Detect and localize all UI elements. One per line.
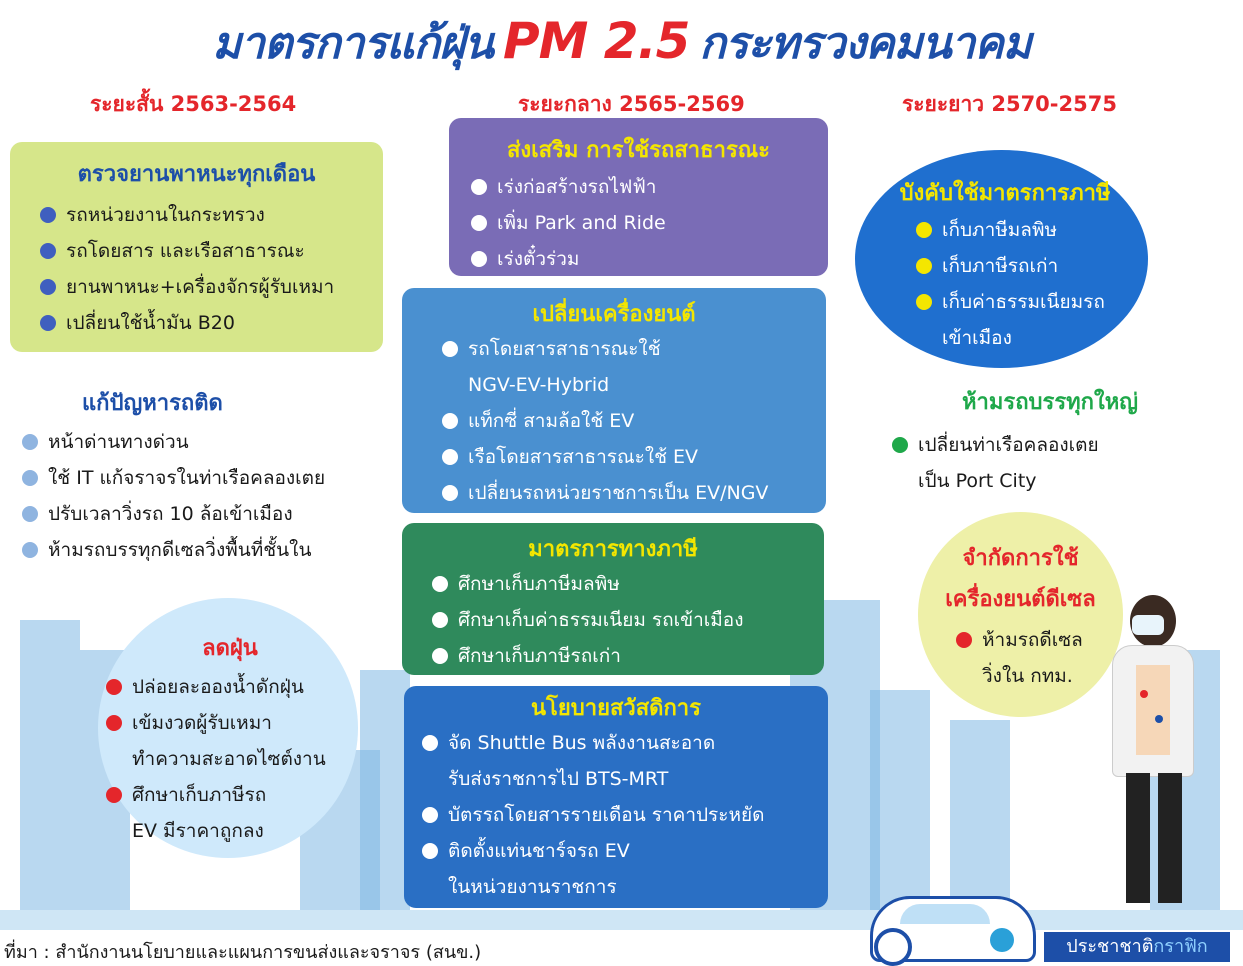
taxmeasure-title: มาตรการทางภาษี (528, 537, 698, 562)
dust-item-cont: EV มีราคาถูกลง (132, 820, 264, 842)
traffic-title: แก้ปัญหารถติด (82, 391, 223, 416)
welfare-item-cont: รับส่งราชการไป BTS-MRT (448, 768, 669, 790)
title-pm: PM 2.5 (502, 12, 690, 70)
list-item: หน้าด่านทางด่วน (20, 424, 380, 460)
dust-item-cont: ทำความสะอาดไซต์งาน (132, 748, 326, 770)
list-item (890, 427, 1190, 499)
list-item (954, 622, 1123, 694)
list-item: เพิ่ม Park and Ride (469, 205, 828, 241)
inspect-list (38, 197, 383, 341)
list-item: ห้ามรถบรรทุกดีเซลวิ่งพื้นที่ชั้นใน (20, 532, 380, 568)
title-part1: มาตรการแก้ฝุ่น (212, 18, 493, 69)
car-wheel-icon (874, 928, 912, 966)
dust-item-text: ปล่อยละอองน้ำดักฝุ่น (132, 676, 304, 698)
enforce-item-text: เก็บค่าธรรมเนียมรถ (942, 291, 1105, 313)
taxmeasure-box (402, 523, 824, 675)
term-short: ระยะสั้น 2563-2564 (90, 92, 297, 116)
enforce-section (880, 175, 1130, 356)
taxmeasure-list (430, 566, 824, 674)
diesel-list (954, 622, 1123, 694)
truckban-title: ห้ามรถบรรทุกใหญ่ (962, 390, 1138, 415)
list-item: แท็กซี่ สามล้อใช้ EV (440, 403, 826, 439)
engine-item-text: รถโดยสารสาธารณะใช้ (468, 338, 661, 360)
dust-item-text: เข้มงวดผู้รับเหมา (132, 712, 272, 734)
footer-source: ที่มา : สำนักงานนโยบายและแผนการขนส่งและจราจร (สนข.) (4, 942, 482, 963)
list-item: เปลี่ยนรถหน่วยราชการเป็น EV/NGV (440, 475, 826, 511)
traffic-list (20, 424, 380, 568)
truckban-section (890, 384, 1190, 499)
list-item: รถหน่วยงานในกระทรวง (38, 197, 383, 233)
title-part2: กระทรวงคมนาคม (699, 18, 1031, 69)
list-item: ปรับเวลาวิ่งรถ 10 ล้อเข้าเมือง (20, 496, 380, 532)
enforce-list (914, 212, 1130, 356)
welfare-item-cont: ในหน่วยงานราชการ (448, 876, 617, 898)
truckban-list (890, 427, 1190, 499)
term-long: ระยะยาว 2570-2575 (902, 92, 1117, 116)
inspect-title: ตรวจยานพาหนะทุกเดือน (77, 162, 316, 187)
car-illustration (860, 876, 1030, 966)
dust-list (104, 669, 360, 849)
transit-list (469, 169, 828, 277)
list-item: เก็บภาษีมลพิษ (914, 212, 1130, 248)
welfare-list (420, 725, 828, 905)
list-item: เปลี่ยนใช้น้ำมัน B20 (38, 305, 383, 341)
list-item: เร่งก่อสร้างรถไฟฟ้า (469, 169, 828, 205)
list-item: ศึกษาเก็บค่าธรรมเนียม รถเข้าเมือง (430, 602, 824, 638)
list-item (420, 725, 828, 797)
list-item (440, 331, 826, 403)
diesel-item-cont: วิ่งใน กทม. (982, 665, 1073, 687)
list-item: เร่งตั๋วร่วม (469, 241, 828, 277)
list-item (104, 669, 360, 705)
list-item: ใช้ IT แก้จราจรในท่าเรือคลองเตย (20, 460, 380, 496)
list-item (104, 777, 360, 849)
diesel-title-2: เครื่องยนต์ดีเซล (945, 587, 1096, 612)
woman-illustration (1100, 595, 1220, 915)
dust-title: ลดฝุ่น (202, 636, 258, 661)
transit-box (449, 118, 828, 276)
welfare-item-text: จัด Shuttle Bus พลังงานสะอาด (448, 732, 716, 754)
engine-box (402, 288, 826, 513)
list-item (420, 833, 828, 905)
brand-text-2: กราฟิก (1153, 936, 1208, 957)
term-mid: ระยะกลาง 2565-2569 (518, 92, 745, 116)
engine-item-cont: NGV-EV-Hybrid (468, 374, 610, 396)
welfare-box (404, 686, 828, 908)
brand-badge (1044, 932, 1230, 962)
list-item: ศึกษาเก็บภาษีมลพิษ (430, 566, 824, 602)
list-item: บัตรรถโดยสารรายเดือน ราคาประหยัด (420, 797, 828, 833)
page-title (0, 8, 1243, 78)
dust-section (100, 630, 360, 849)
list-item: รถโดยสาร และเรือสาธารณะ (38, 233, 383, 269)
truckban-item-text: เปลี่ยนท่าเรือคลองเตย (918, 434, 1099, 456)
list-item: เรือโดยสารสาธารณะใช้ EV (440, 439, 826, 475)
truckban-item-cont: เป็น Port City (918, 470, 1037, 492)
traffic-section (20, 385, 380, 568)
welfare-item-text: ติดตั้งแท่นชาร์จรถ EV (448, 840, 630, 862)
engine-title: เปลี่ยนเครื่องยนต์ (532, 302, 696, 327)
dust-item-text: ศึกษาเก็บภาษีรถ (132, 784, 267, 806)
list-item: เก็บภาษีรถเก่า (914, 248, 1130, 284)
engine-list (440, 331, 826, 511)
list-item: ศึกษาเก็บภาษีรถเก่า (430, 638, 824, 674)
diesel-title-1: จำกัดการใช้ (962, 546, 1079, 571)
diesel-section (918, 540, 1123, 694)
list-item (104, 705, 360, 777)
list-item: ยานพาหนะ+เครื่องจักรผู้รับเหมา (38, 269, 383, 305)
transit-title: ส่งเสริม การใช้รถสาธารณะ (506, 138, 770, 163)
inspect-box (10, 142, 383, 352)
enforce-title: บังคับใช้มาตรการภาษี (899, 181, 1111, 206)
enforce-item-cont: เข้าเมือง (942, 327, 1012, 349)
diesel-item-text: ห้ามรถดีเซล (982, 629, 1083, 651)
list-item (914, 284, 1130, 356)
brand-text-1: ประชาชาติ (1066, 936, 1154, 957)
welfare-title: นโยบายสวัสดิการ (531, 696, 701, 721)
